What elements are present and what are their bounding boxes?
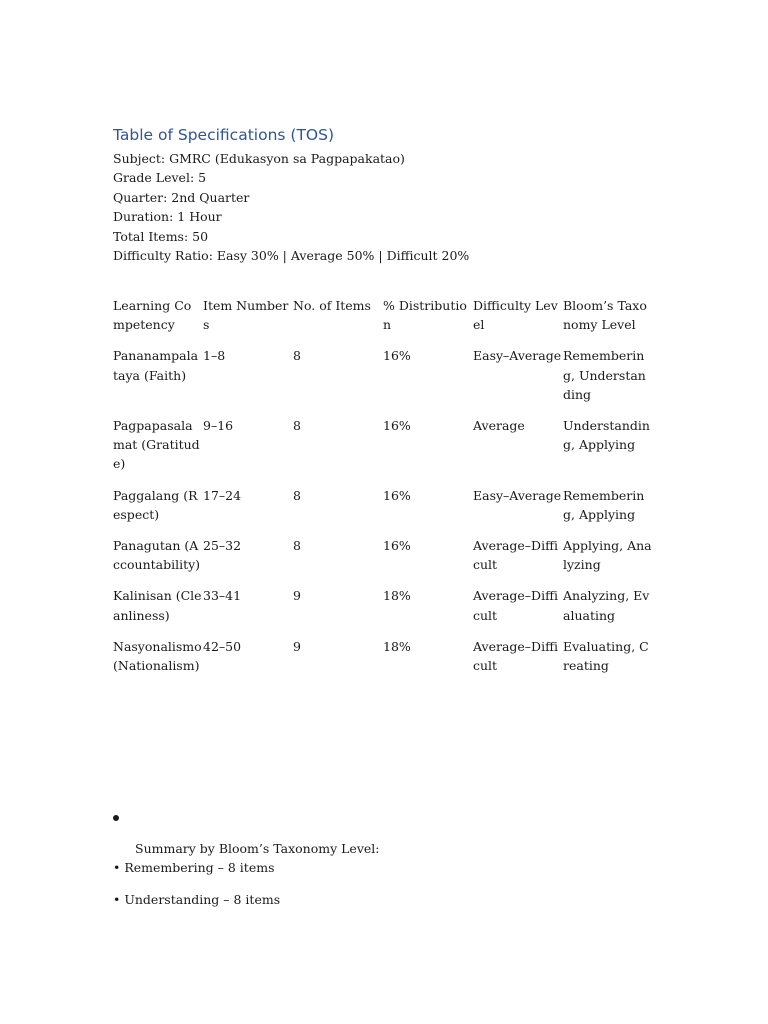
meta-subject: Subject: GMRC (Edukasyon sa Pagpapakatao) [113,151,405,166]
cell-competency: Pananampalataya (Faith) [113,348,199,383]
meta-quarter: Quarter: 2nd Quarter [113,189,250,205]
cell-item-numbers: 25–32 [203,538,242,554]
cell-blooms: Understanding, Applying [563,418,650,453]
cell-distribution: 16% [383,538,411,554]
table-row [113,586,653,636]
document-page [113,124,673,907]
header-difficulty-level: Difficulty Level [473,298,558,333]
cell-item-numbers: 9–16 [203,418,234,434]
summary-heading: Summary by Bloom’s Taxonomy Level: [135,840,380,856]
cell-item-numbers: 17–24 [203,487,242,503]
cell-difficulty: Average–Difficult [473,638,558,674]
cell-no-of-items: 8 [293,538,301,554]
header-learning-competency: Learning Competency [113,298,192,333]
cell-distribution: 16% [383,418,411,434]
meta-grade-level: Grade Level: 5 [113,170,207,186]
header-item-numbers: Item Numbers [203,298,289,333]
cell-blooms: Remembering, Understanding [563,348,646,402]
list-item: • Understanding – 8 items [113,892,281,907]
cell-competency: Panagutan (Accountability) [113,538,201,573]
cell-competency: Pagpapasalamat (Gratitude) [113,418,200,472]
cell-competency: Paggalang (Respect) [113,487,198,522]
table-header-row [113,296,653,346]
cell-no-of-items: 8 [293,487,301,503]
bullet-dot-icon [113,815,119,821]
cell-distribution: 16% [383,348,411,364]
cell-no-of-items: 8 [293,418,301,434]
cell-no-of-items: 9 [293,638,301,654]
table-row [113,486,653,536]
cell-blooms: Applying, Analyzing [563,538,652,573]
table-row [113,637,653,687]
summary-list [113,858,280,922]
cell-distribution: 18% [383,638,411,654]
cell-item-numbers: 1–8 [203,348,226,364]
cell-difficulty: Easy–Average [473,487,562,503]
document-title: Table of Specifications (TOS) [113,126,334,144]
cell-blooms: Analyzing, Evaluating [563,588,650,623]
cell-item-numbers: 42–50 [203,638,242,654]
cell-difficulty: Average–Difficult [473,588,558,623]
header-percent-distribution: % Distribution [383,298,467,333]
meta-difficulty-ratio: Difficulty Ratio: Easy 30% | Average 50% | Difficult 20% [113,248,470,264]
header-no-of-items: No. of Items [293,298,371,313]
cell-blooms: Remembering, Applying [563,487,645,522]
list-item: • Remembering – 8 items [113,860,275,875]
header-blooms-level: Bloom’s Taxonomy Level [563,298,647,333]
cell-difficulty: Average–Difficult [473,538,558,573]
tos-table [113,296,653,687]
cell-item-numbers: 33–41 [203,588,242,604]
empty-bullet-item [113,807,119,826]
table-row [113,536,653,586]
table-row [113,346,653,416]
cell-distribution: 16% [383,487,411,503]
cell-difficulty: Average [473,418,525,434]
meta-total-items: Total Items: 50 [113,228,209,244]
cell-blooms: Evaluating, Creating [563,638,649,674]
cell-competency: Kalinisan (Cleanliness) [113,588,202,623]
cell-no-of-items: 9 [293,588,301,604]
meta-duration: Duration: 1 Hour [113,209,222,225]
table-row [113,416,653,486]
cell-no-of-items: 8 [293,348,301,364]
cell-competency: Nasyonalismo (Nationalism) [113,638,202,674]
cell-difficulty: Easy–Average [473,348,562,364]
cell-distribution: 18% [383,588,411,604]
